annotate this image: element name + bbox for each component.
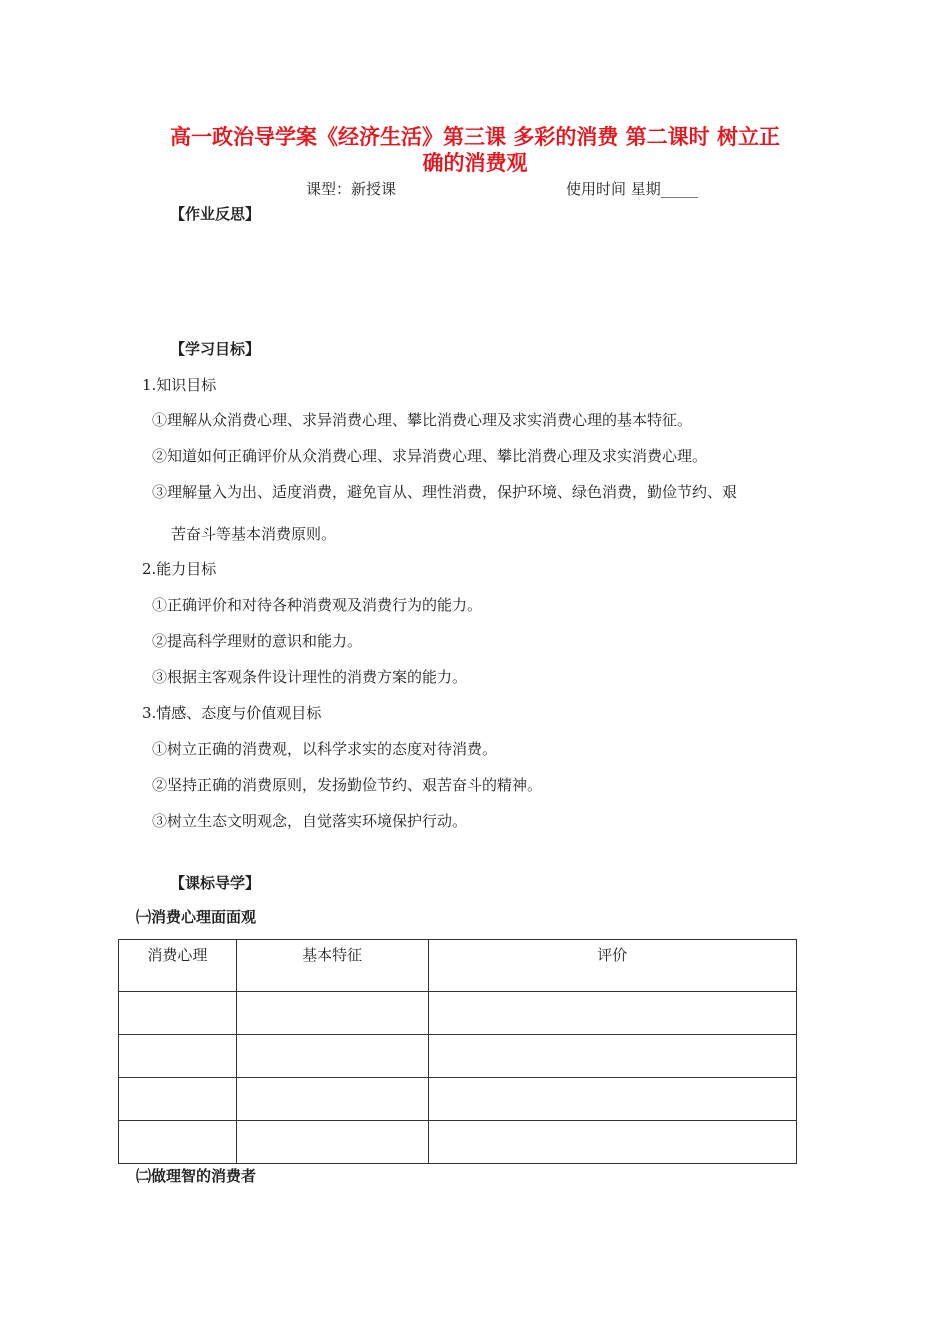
table-cell	[236, 992, 428, 1035]
knowledge-goal-item-continued: 苦奋斗等基本消费原则。	[171, 525, 337, 543]
part1-title: ㈠消费心理面面观	[136, 908, 257, 926]
table-cell	[428, 992, 796, 1035]
knowledge-goal-item: ②知道如何正确评价从众消费心理、求异消费心理、攀比消费心理及求实消费心理。	[152, 447, 708, 465]
table-cell	[428, 1121, 796, 1164]
table-header-cell: 评价	[428, 940, 796, 992]
lesson-type: 课型：新授课	[306, 180, 397, 198]
ability-goal-heading: 2.能力目标	[142, 560, 217, 578]
table-row	[119, 1035, 797, 1078]
table-row	[119, 992, 797, 1035]
table-cell	[236, 1121, 428, 1164]
table-cell	[428, 1035, 796, 1078]
page-title-line2: 确的消费观	[422, 151, 528, 175]
table-row	[119, 1121, 797, 1164]
ability-goal-item: ③根据主客观条件设计理性的消费方案的能力。	[152, 668, 468, 686]
emotion-goal-item: ③树立生态文明观念，自觉落实环境保护行动。	[152, 812, 468, 830]
knowledge-goal-item: ①理解从众消费心理、求异消费心理、攀比消费心理及求实消费心理的基本特征。	[152, 411, 693, 429]
section-curriculum-guide: 【课标导学】	[170, 874, 261, 892]
section-homework-reflection: 【作业反思】	[170, 205, 261, 223]
table-header-cell: 基本特征	[236, 940, 428, 992]
table-cell	[236, 1035, 428, 1078]
table-row	[119, 1078, 797, 1121]
table-header-cell: 消费心理	[119, 940, 237, 992]
section-learning-goals: 【学习目标】	[170, 340, 261, 358]
page-title-line1: 高一政治导学案《经济生活》第三课 多彩的消费 第二课时 树立正	[170, 125, 780, 149]
emotion-goal-heading: 3.情感、态度与价值观目标	[142, 704, 322, 722]
consumer-psychology-table	[118, 939, 797, 1164]
table-header-row	[119, 940, 797, 992]
use-time: 使用时间 星期_____	[566, 180, 699, 198]
emotion-goal-item: ②坚持正确的消费原则，发扬勤俭节约、艰苦奋斗的精神。	[152, 776, 543, 794]
table-cell	[236, 1078, 428, 1121]
part2-title: ㈡做理智的消费者	[136, 1167, 257, 1185]
knowledge-goal-item: ③理解量入为出、适度消费，避免盲从、理性消费，保护环境、绿色消费，勤俭节约、艰	[152, 483, 738, 501]
table-cell	[428, 1078, 796, 1121]
ability-goal-item: ②提高科学理财的意识和能力。	[152, 632, 363, 650]
emotion-goal-item: ①树立正确的消费观，以科学求实的态度对待消费。	[152, 740, 498, 758]
knowledge-goal-heading: 1.知识目标	[142, 376, 217, 394]
ability-goal-item: ①正确评价和对待各种消费观及消费行为的能力。	[152, 596, 483, 614]
table-cell	[119, 1078, 237, 1121]
table-cell	[119, 1035, 237, 1078]
table-cell	[119, 1121, 237, 1164]
table-cell	[119, 992, 237, 1035]
